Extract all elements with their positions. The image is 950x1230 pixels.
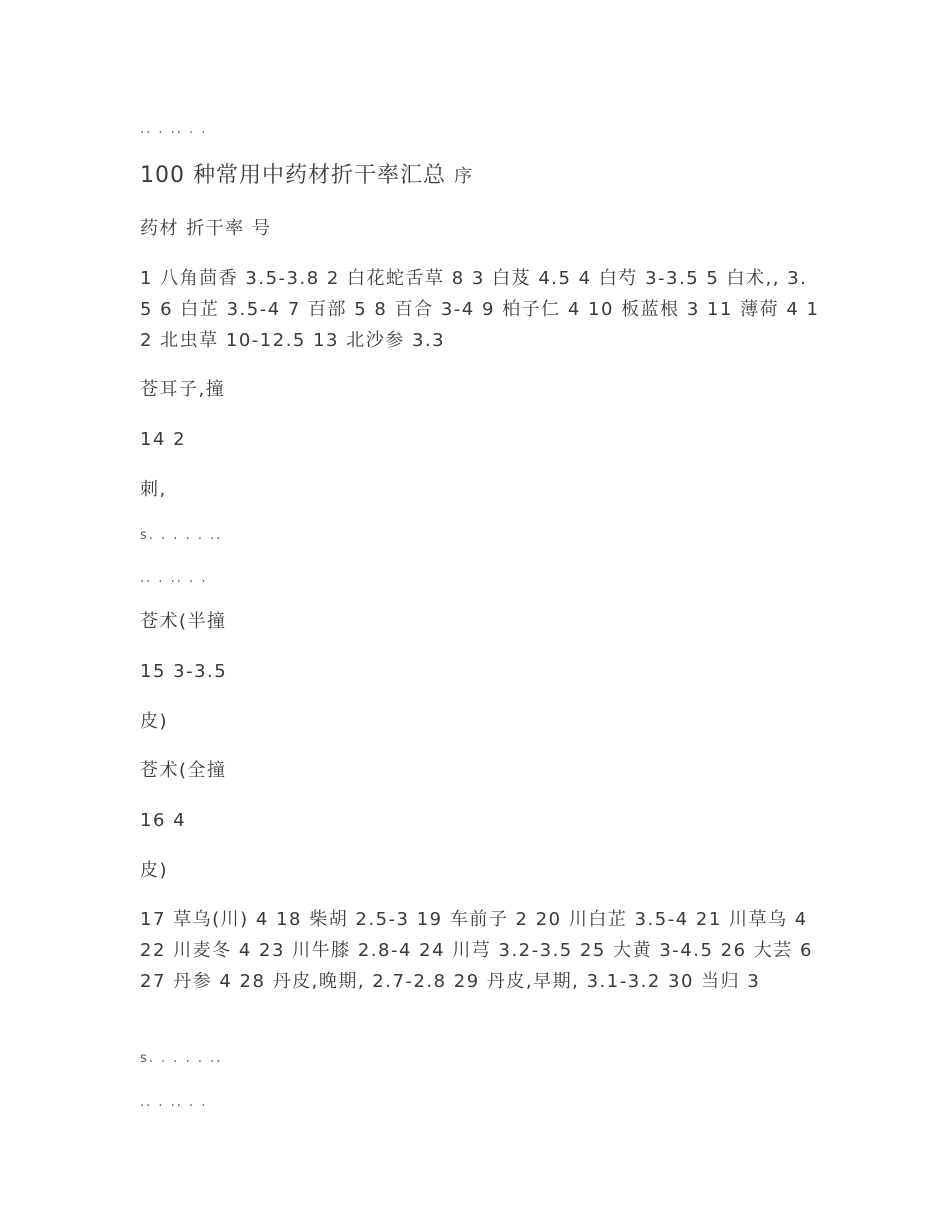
item16-value: 16 4 xyxy=(140,810,187,831)
dots-top: .. . .. . . xyxy=(140,122,208,137)
paragraph-items-17-30: 17 草乌(川) 4 18 柴胡 2.5-3 19 车前子 2 20 川白芷 3.5-4 21 川草乌 4 22 川麦冬 4 23 川牛膝 2.8-4 24 川芎 3.2-3.5 25 大黄 3-4.5 26 大芸 6 27 丹参 4 28 丹皮,晚期, 2.7-2.8 29 丹皮,早期, 3.1-3.2 30 当归 3 xyxy=(140,909,813,992)
item16-name: 苍术(全撞 xyxy=(140,760,227,781)
title-text: 100 种常用中药材折干率汇总 xyxy=(140,163,446,188)
s-marker-1: s. . . . . .. xyxy=(140,528,223,543)
item15-value: 15 3-3.5 xyxy=(140,661,228,682)
item14-name: 苍耳子,撞 xyxy=(140,379,226,400)
dots-mid: .. . .. . . xyxy=(140,571,208,586)
dots-bottom: .. . .. . . xyxy=(140,1095,208,1110)
item16-suffix: 皮) xyxy=(140,860,169,881)
item15-suffix: 皮) xyxy=(140,711,169,732)
item14-value: 14 2 xyxy=(140,429,187,450)
page-title xyxy=(140,160,473,192)
item15-name: 苍术(半撞 xyxy=(140,611,227,632)
item14-suffix: 刺, xyxy=(140,479,167,500)
title-suffix: 序 xyxy=(454,166,473,187)
header-row: 药材 折干率 号 xyxy=(140,218,272,239)
s-marker-2: s. . . . . .. xyxy=(140,1051,223,1066)
paragraph-items-1-13: 1 八角茴香 3.5-3.8 2 白花蛇舌草 8 3 白芨 4.5 4 白芍 3-3.5 5 白术,, 3.5 6 白芷 3.5-4 7 百部 5 8 百合 3-4 9 柏子仁 4 10 板蓝根 3 11 薄荷 4 12 北虫草 10-12.5 13 北沙参 3.3 xyxy=(140,268,820,351)
